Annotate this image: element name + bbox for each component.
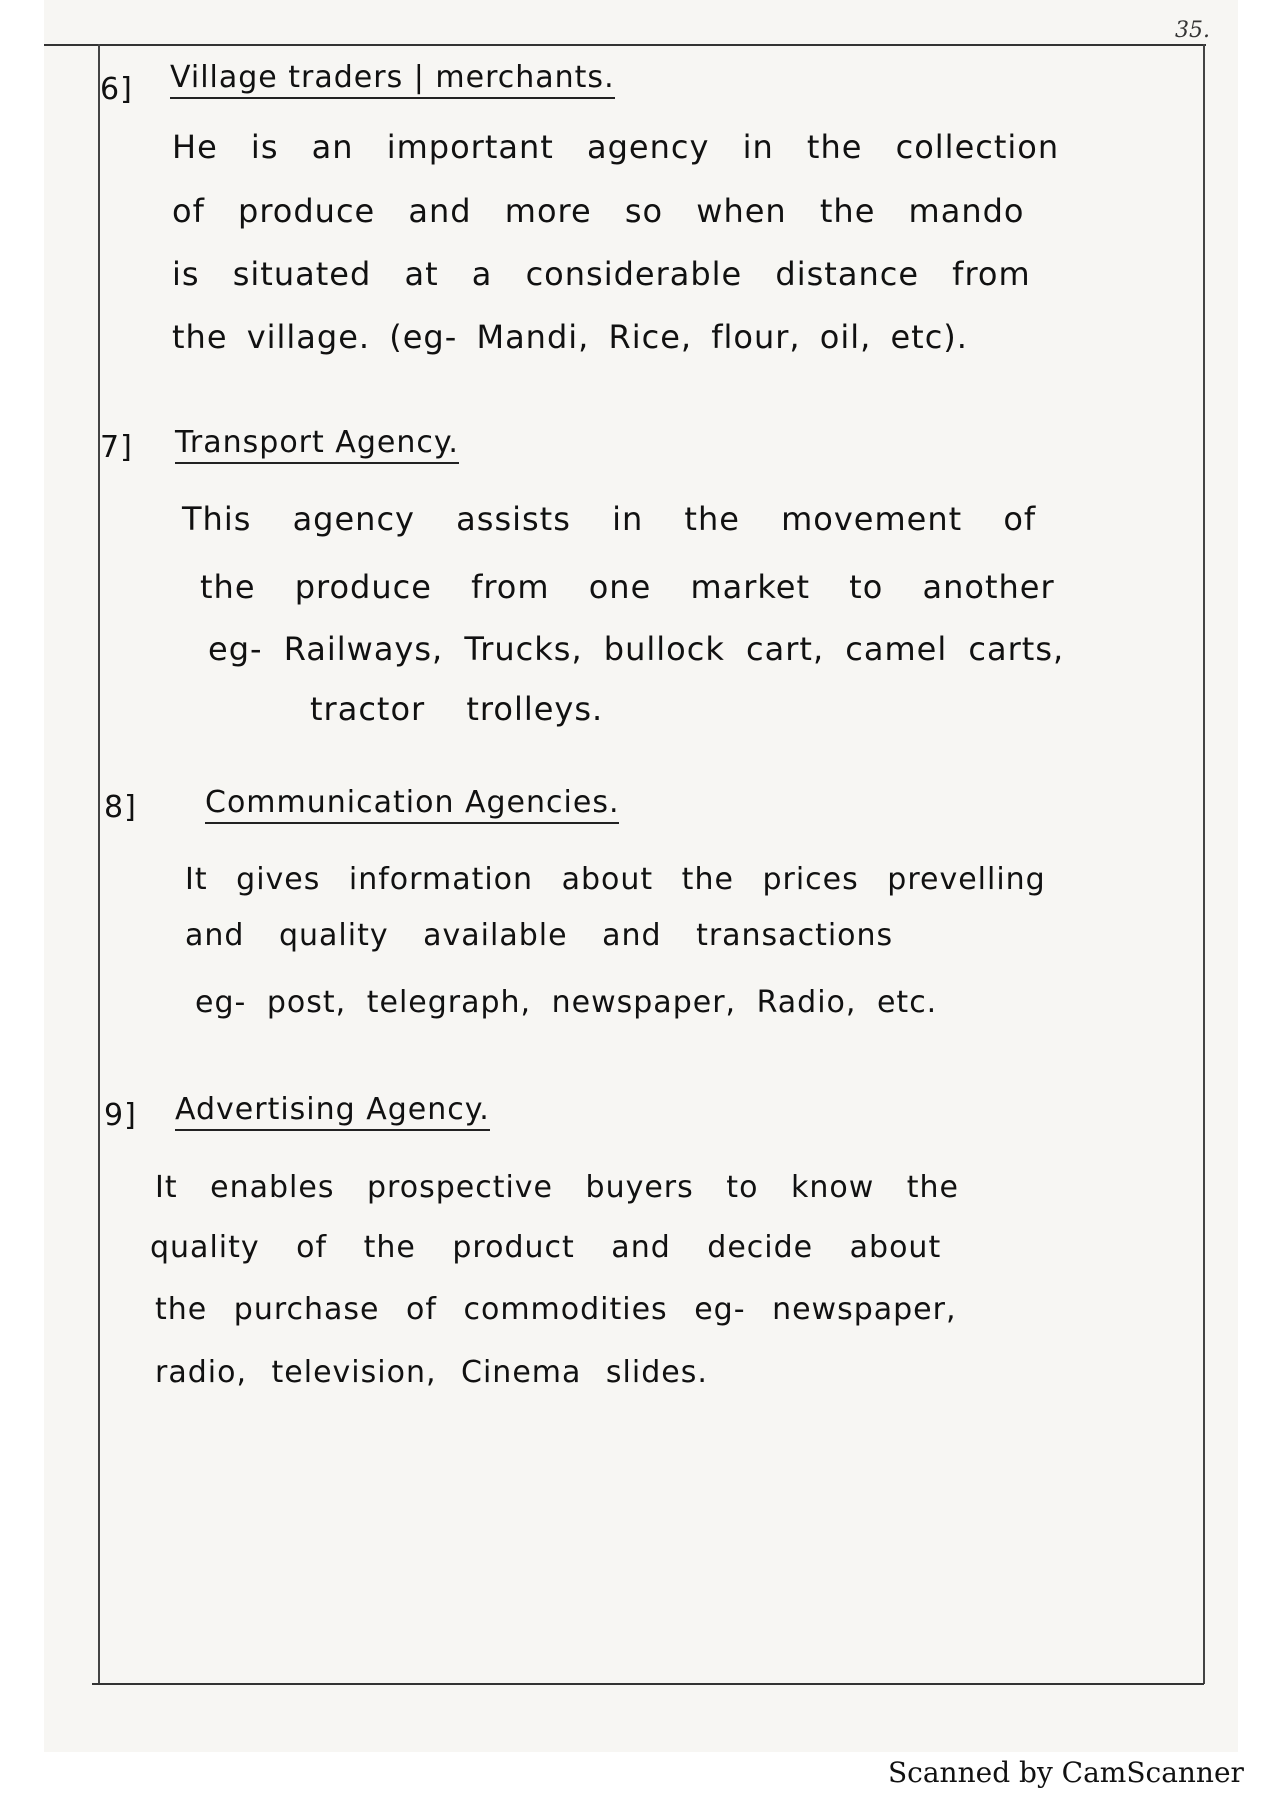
- section-line: of produce and more so when the mando: [172, 192, 1025, 230]
- section-line: It gives information about the prices prevelling: [185, 862, 1046, 897]
- section-line: tractor trolleys.: [310, 690, 604, 728]
- section-line: eg- Railways, Trucks, bullock cart, camel carts,: [208, 630, 1065, 668]
- section-heading: Advertising Agency.: [175, 1092, 490, 1131]
- section-line: the village. (eg- Mandi, Rice, flour, oil, etc).: [172, 318, 968, 356]
- section-line: is situated at a considerable distance from: [172, 255, 1031, 293]
- section-number: 6]: [100, 72, 133, 107]
- section-line: radio, television, Cinema slides.: [155, 1355, 708, 1390]
- section-heading: Communication Agencies.: [205, 785, 619, 824]
- section-line: quality of the product and decide about: [150, 1230, 942, 1265]
- section-line: and quality available and transactions: [185, 918, 894, 953]
- section-heading: Transport Agency.: [175, 425, 459, 464]
- scanner-watermark: Scanned by CamScanner: [888, 1756, 1244, 1789]
- section-number: 7]: [100, 430, 133, 465]
- page-border-bottom: [92, 1683, 1204, 1685]
- section-heading: Village traders | merchants.: [170, 60, 615, 99]
- section-line: the produce from one market to another: [200, 568, 1055, 606]
- section-number: 8]: [104, 790, 137, 825]
- section-line: It enables prospective buyers to know the: [155, 1170, 960, 1205]
- page-margin-right: [1203, 44, 1205, 1684]
- section-line: This agency assists in the movement of: [182, 500, 1037, 538]
- page-border-top: [44, 44, 1206, 46]
- page-number: 35.: [1175, 18, 1210, 43]
- section-number: 9]: [104, 1098, 137, 1133]
- section-line: He is an important agency in the collection: [172, 128, 1060, 166]
- page-margin-left: [98, 44, 100, 1684]
- section-line: eg- post, telegraph, newspaper, Radio, etc.: [195, 985, 938, 1020]
- section-line: the purchase of commodities eg- newspaper,: [155, 1292, 957, 1327]
